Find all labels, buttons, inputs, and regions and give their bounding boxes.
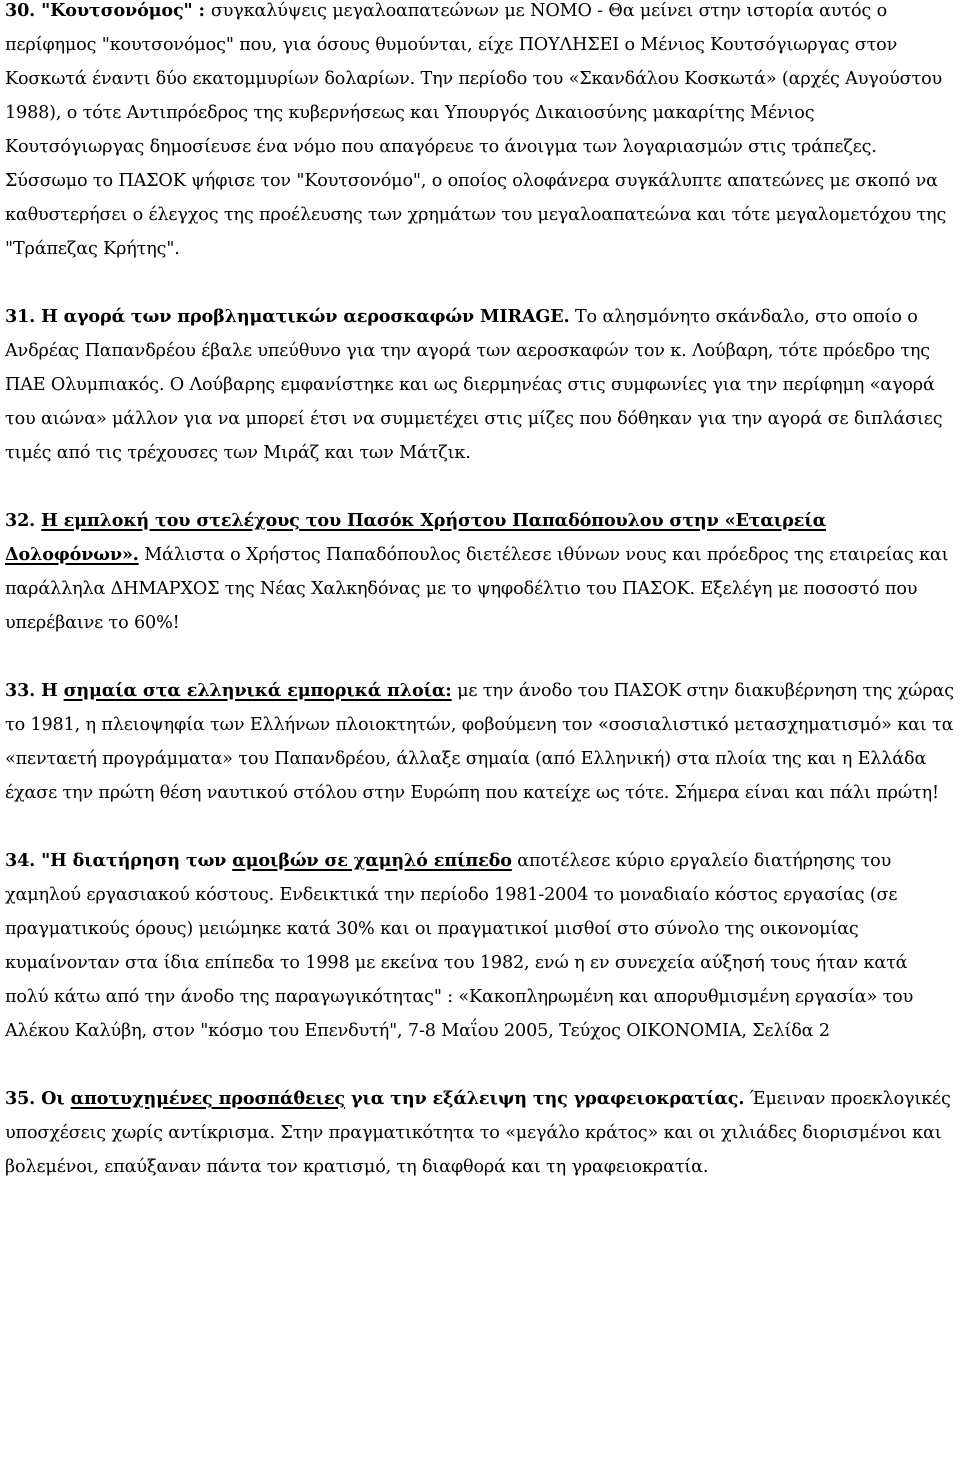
heading-text: 31. Η αγορά των προβληματικών αεροσκαφών MIRAGE. bbox=[5, 306, 570, 327]
heading-text: 33. Η bbox=[5, 680, 64, 701]
heading-underlined-text: αμοιβών σε χαμηλό επίπεδο bbox=[232, 850, 512, 871]
heading-text: 35. Οι bbox=[5, 1088, 71, 1109]
paragraph-body: Το αλησμόνητο σκάνδαλο, στο οποίο ο Ανδρέας Παπανδρέου έβαλε υπεύθυνο για την αγορά των αεροσκαφών τον κ. Λούβαρη, τότε πρόεδρο της ΠΑΕ Ολυμπιακός. Ο Λούβαρης εμφανίστηκε και ως διερμηνέας στις συμφωνίες για την περίφημη «αγορά του αιώνα» μάλλον για να μπορεί έτσι να συμμετέχει στις μίζες που δόθηκαν για την αγορά σε διπλάσιες τιμές από τις τρέχουσες των Μιράζ και των Μάτζικ. bbox=[5, 307, 943, 463]
paragraph-heading bbox=[5, 306, 570, 327]
paragraph-heading bbox=[5, 0, 211, 21]
paragraph-body: συγκαλύψεις μεγαλοαπατεώνων με ΝΟΜΟ - Θα μείνει στην ιστορία αυτός ο περίφημος "κουτσονόμος" που, για όσους θυμούνται, είχε ΠΟΥΛΗΣΕΙ ο Μένιος Κουτσόγιωργας στον Κοσκωτά έναντι δύο εκατομμυρίων δολαρίων. Την περίοδο του «Σκανδάλου Κοσκωτά» (αρχές Αυγούστου 1988), ο τότε Αντιπρόεδρος της κυβερνήσεως και Υπουργός Δικαιοσύνης μακαρίτης Μένιος Κουτσόγιωργας δημοσίευσε ένα νόμο που απαγόρευε το άνοιγμα των λογαριασμών στις τράπεζες. Σύσσωμο το ΠΑΣΟΚ ψήφισε τον "Κουτσονόμο", ο οποίος ολοφάνερα συγκάλυπτε απατεώνες με σκοπό να καθυστερήσει ο έλεγχος της προέλευσης των χρημάτων του μεγαλοαπατεώνα και τότε μεγαλομετόχου της "Τράπεζας Κρήτης". bbox=[5, 1, 947, 259]
heading-text: 30. "Κουτσονόμος" : bbox=[5, 0, 211, 21]
paragraph-34 bbox=[5, 844, 955, 1048]
heading-text: 34. "Η διατήρηση των bbox=[5, 850, 233, 871]
paragraph-31 bbox=[5, 300, 955, 470]
paragraph-33 bbox=[5, 674, 955, 810]
heading-underlined-text: Η εμπλοκή του στελέχους του Πασόκ Χρήστου Παπαδόπουλου στην «Εταιρεία Δολοφόνων». bbox=[5, 510, 826, 565]
heading-text: για την εξάλειψη της γραφειοκρατίας. bbox=[344, 1088, 745, 1109]
heading-underlined-text: σημαία στα ελληνικά εμπορικά πλοία: bbox=[63, 680, 452, 701]
paragraph-heading bbox=[5, 680, 452, 701]
paragraph-32 bbox=[5, 504, 955, 640]
paragraph-body: με την άνοδο του ΠΑΣΟΚ στην διακυβέρνηση της χώρας το 1981, η πλειοψηφία των Ελλήνων πλοιοκτητών, φοβούμενη τον «σοσιαλιστικό μετασχηματισμό» και τα «πενταετή προγράμματα» του Παπανδρέου, άλλαξε σημαία (από Ελληνική) στα πλοία της και η Ελλάδα έχασε την πρώτη θέση ναυτικού στόλου στην Ευρώπη που κατείχε ως τότε. Σήμερα είναι και πάλι πρώτη! bbox=[5, 681, 954, 803]
paragraph-heading bbox=[5, 850, 512, 871]
heading-underlined-text: αποτυχημένες προσπάθειες bbox=[70, 1088, 345, 1109]
paragraph-35 bbox=[5, 1082, 955, 1184]
heading-text: 32. bbox=[5, 510, 42, 531]
paragraph-body: Μάλιστα ο Χρήστος Παπαδόπουλος διετέλεσε ιθύνων νους και πρόεδρος της εταιρείας και παράλληλα ΔΗΜΑΡΧΟΣ της Νέας Χαλκηδόνας με το ψηφοδέλτιο του ΠΑΣΟΚ. Εξελέγη με ποσοστό που υπερέβαινε το 60%! bbox=[5, 545, 949, 633]
paragraph-body: Έμειναν προεκλογικές υποσχέσεις χωρίς αντίκρισμα. Στην πραγματικότητα το «μεγάλο κράτος» και οι χιλιάδες διορισμένοι και βολεμένοι, επαύξαναν πάντα τον κρατισμό, τη διαφθορά και τη γραφειοκρατία. bbox=[5, 1089, 951, 1177]
paragraph-body: αποτέλεσε κύριο εργαλείο διατήρησης του χαμηλού εργασιακού κόστους. Ενδεικτικά την περίοδο 1981-2004 το μοναδιαίο κόστος εργασίας (σε πραγματικούς όρους) μειώμηκε κατά 30% και οι πραγματικοί μισθοί στο σύνολο της οικονομίας κυμαίνονταν στα ίδια επίπεδα το 1998 με εκείνα του 1982, ενώ η εν συνεχεία αύξησή τους ήταν κατά πολύ κάτω από την άνοδο της παραγωγικότητας" : «Κακοπληρωμένη και απορυθμισμένη εργασία» του Αλέκου Καλύβη, στον "κόσμο του Επενδυτή", 7-8 Μαΐου 2005, Τεύχος ΟΙΚΟΝΟΜΙΑ, Σελίδα 2 bbox=[5, 851, 914, 1041]
paragraph-heading bbox=[5, 1088, 744, 1109]
document-page bbox=[5, 0, 955, 1184]
paragraph-30 bbox=[5, 0, 955, 266]
